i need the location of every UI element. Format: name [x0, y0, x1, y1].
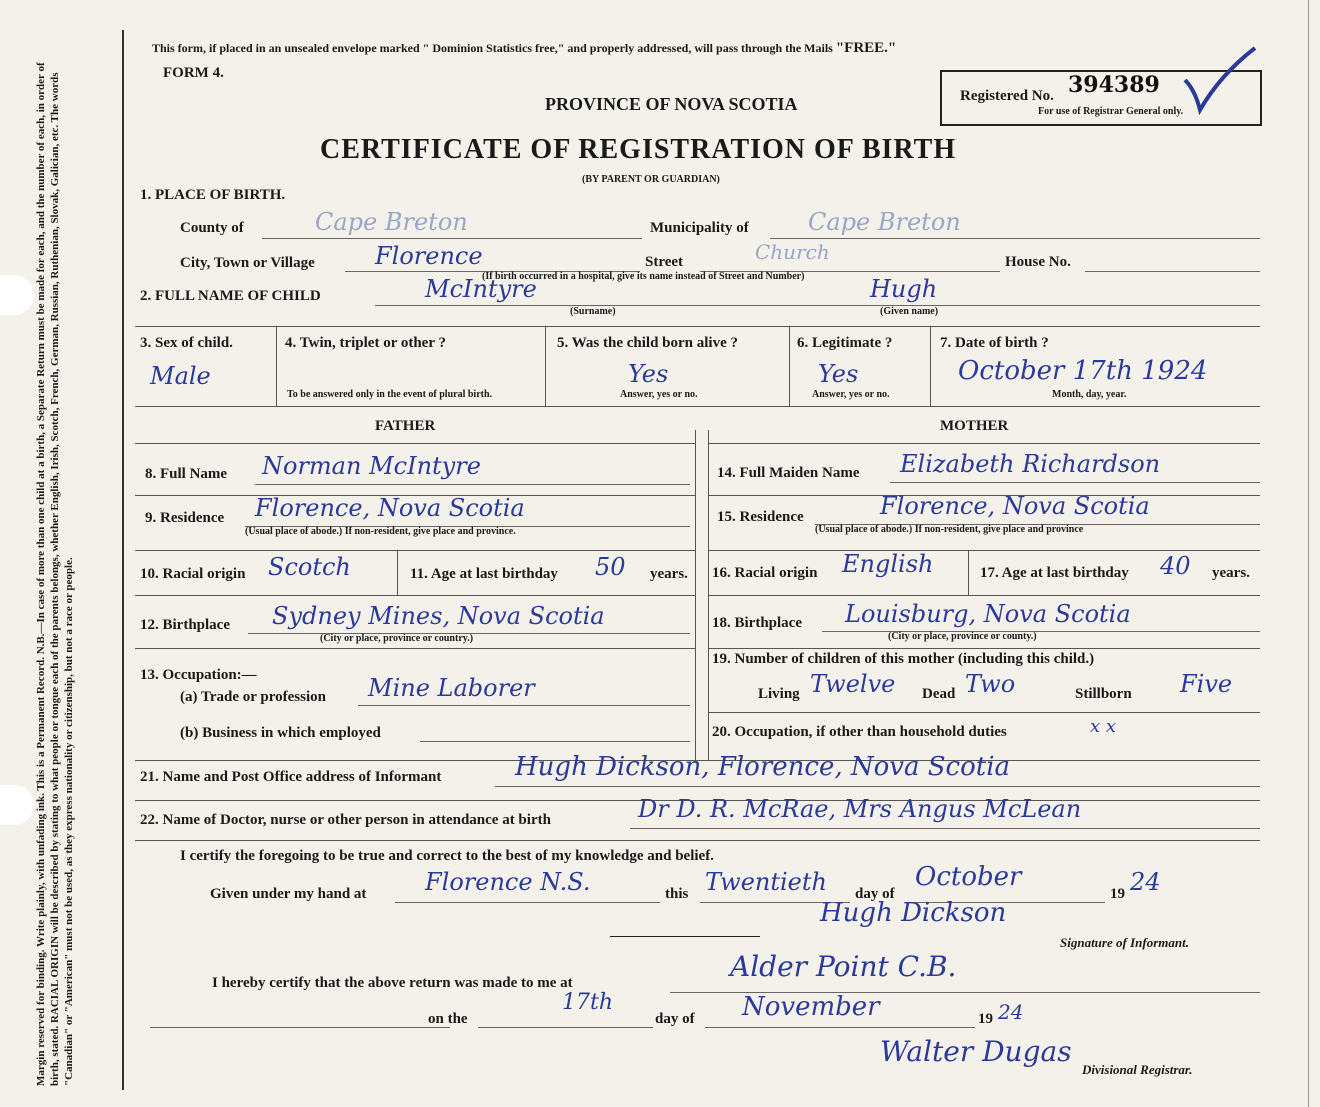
binding-margin [0, 0, 122, 1107]
stillborn-value: Five [1180, 670, 1233, 698]
father-age-label: 11. Age at last birthday [410, 566, 558, 582]
sex-label: 3. Sex of child. [140, 335, 233, 351]
signature-informant-label: Signature of Informant. [1060, 935, 1189, 950]
father-residence: Florence, Nova Scotia [255, 494, 525, 522]
informant-value: Hugh Dickson, Florence, Nova Scotia [515, 752, 1011, 782]
county-value: Cape Breton [315, 208, 468, 236]
mother-age: 40 [1160, 552, 1191, 580]
certify-text: I certify the foregoing to be true and correct to the best of my knowledge and belief. [180, 848, 714, 864]
form-number: FORM 4. [163, 65, 224, 81]
alive-note: Answer, yes or no. [620, 389, 698, 400]
trade-label: (a) Trade or profession [180, 689, 326, 705]
father-birthplace-label: 12. Birthplace [140, 617, 230, 633]
informant-signature: Hugh Dickson [820, 898, 1007, 928]
legitimate-value: Yes [818, 360, 859, 388]
mother-name-label: 14. Full Maiden Name [717, 465, 860, 481]
stillborn-label: Stillborn [1075, 686, 1132, 702]
mother-years: years. [1212, 565, 1250, 581]
registrar-note: For use of Registrar General only. [1038, 106, 1184, 117]
child-surname: McIntyre [425, 275, 537, 303]
registrar-text: I hereby certify that the above return was made to me at [212, 975, 573, 991]
dead-value: Two [965, 670, 1016, 698]
legitimate-label: 6. Legitimate ? [797, 335, 893, 351]
mother-name: Elizabeth Richardson [900, 450, 1161, 478]
given-month: October [915, 862, 1022, 892]
mother-birthplace: Louisburg, Nova Scotia [845, 600, 1131, 628]
mail-note: This form, if placed in an unsealed envelope marked " Dominion Statistics free," and properly addressed, will pass through the Mails "FREE." [152, 40, 897, 56]
dead-label: Dead [922, 686, 956, 702]
divisional-registrar-label: Divisional Registrar. [1082, 1062, 1193, 1077]
street-value: Church [755, 240, 830, 264]
father-heading: FATHER [375, 418, 436, 434]
given-year-prefix: 19 [1110, 886, 1125, 902]
father-residence-note: (Usual place of abode.) If non-resident, give place and province. [245, 526, 516, 537]
father-name: Norman McIntyre [262, 452, 481, 480]
registrar-year: 24 [998, 1000, 1024, 1024]
municipality-label: Municipality of [650, 220, 749, 236]
mother-birthplace-label: 18. Birthplace [712, 615, 802, 631]
father-birthplace: Sydney Mines, Nova Scotia [272, 602, 605, 630]
given-place: Florence N.S. [425, 868, 591, 896]
father-age: 50 [595, 553, 626, 581]
registrar-day: 17th [562, 990, 614, 1015]
given-year: 24 [1130, 868, 1161, 896]
sex-value: Male [150, 362, 211, 390]
municipality-value: Cape Breton [808, 208, 961, 236]
business-label: (b) Business in which employed [180, 725, 381, 741]
page-edge [1308, 0, 1309, 1107]
page-subtitle: (BY PARENT OR GUARDIAN) [582, 174, 720, 185]
margin-note: Margin reserved for binding. Write plainly, with unfading ink. This is a Permanent Record. N.B.—In case of more than one child at a birth, a Separate Return must be made for each, and the number of each, in order of birth, stated. RACIAL ORIGIN will be described by stating to what people or tongue each of the parents belongs, whether English, Irish, Scotch, French, German, Russian, Ruthenian, Slovak, Galician, etc. The words "Canadian" or "American" must not be used, as they express nationality or citizenship, but not a race or people. [35, 62, 75, 1086]
city-value: Florence [375, 242, 483, 270]
mother-occupation-value: x x [1090, 716, 1117, 737]
day-of-label: day of [855, 886, 895, 902]
check-mark-icon [1180, 45, 1260, 115]
doctor-value: Dr D. R. McRae, Mrs Angus McLean [638, 795, 1082, 823]
this-label: this [665, 886, 689, 902]
dob-value: October 17th 1924 [958, 356, 1208, 386]
registrar-year-prefix: 19 [978, 1011, 993, 1027]
mother-residence: Florence, Nova Scotia [880, 492, 1150, 520]
house-label: House No. [1005, 254, 1071, 270]
given-day: Twentieth [705, 868, 827, 896]
given-under-label: Given under my hand at [210, 886, 367, 902]
mother-residence-note: (Usual place of abode.) If non-resident, give place and province [815, 524, 1084, 535]
mother-age-label: 17. Age at last birthday [980, 565, 1129, 581]
page-title: CERTIFICATE OF REGISTRATION OF BIRTH [320, 134, 957, 165]
living-label: Living [758, 686, 800, 702]
registrar-signature: Walter Dugas [880, 1035, 1072, 1068]
registered-label: Registered No. [960, 88, 1054, 104]
province-title: PROVINCE OF NOVA SCOTIA [545, 94, 798, 114]
on-the-label: on the [428, 1011, 468, 1027]
registrar-month: November [742, 992, 880, 1022]
twin-label: 4. Twin, triplet or other ? [285, 335, 446, 351]
registrar-place: Alder Point C.B. [730, 950, 957, 983]
registered-number: 394389 [1068, 72, 1160, 98]
children-label: 19. Number of children of this mother (including this child.) [712, 651, 1095, 667]
informant-label: 21. Name and Post Office address of Informant [140, 769, 442, 785]
alive-label: 5. Was the child born alive ? [557, 335, 738, 351]
father-race-label: 10. Racial origin [140, 566, 246, 582]
county-label: County of [180, 220, 244, 236]
father-occupation-label: 13. Occupation:— [140, 667, 257, 683]
mother-heading: MOTHER [940, 418, 1009, 434]
living-value: Twelve [810, 670, 896, 698]
child-given-name: Hugh [870, 275, 938, 303]
dob-label: 7. Date of birth ? [940, 335, 1049, 351]
child-name-label: 2. FULL NAME OF CHILD [140, 288, 321, 304]
father-residence-label: 9. Residence [145, 510, 225, 526]
mother-race-label: 16. Racial origin [712, 565, 818, 581]
mother-residence-label: 15. Residence [717, 509, 804, 525]
given-note: (Given name) [880, 306, 939, 317]
mother-occupation-label: 20. Occupation, if other than household duties [712, 724, 1007, 740]
surname-note: (Surname) [570, 306, 616, 317]
father-race: Scotch [268, 553, 351, 581]
mother-race: English [842, 550, 934, 578]
street-label: Street [645, 254, 684, 270]
doctor-label: 22. Name of Doctor, nurse or other person in attendance at birth [140, 812, 551, 828]
twin-note: To be answered only in the event of plural birth. [287, 389, 493, 400]
legitimate-note: Answer, yes or no. [812, 389, 890, 400]
margin-rule [122, 30, 124, 1090]
trade-value: Mine Laborer [368, 674, 535, 702]
hospital-note: (If birth occurred in a hospital, give its name instead of Street and Number) [482, 271, 805, 282]
dob-note: Month, day, year. [1052, 389, 1127, 400]
father-birthplace-note: (City or place, province or country.) [320, 633, 474, 644]
registrar-day-of: day of [655, 1011, 695, 1027]
place-of-birth-label: 1. PLACE OF BIRTH. [140, 187, 286, 203]
father-name-label: 8. Full Name [145, 466, 228, 482]
mother-birthplace-note: (City or place, province or county.) [888, 631, 1037, 642]
city-label: City, Town or Village [180, 255, 315, 271]
father-years: years. [650, 566, 688, 582]
alive-value: Yes [628, 360, 669, 388]
